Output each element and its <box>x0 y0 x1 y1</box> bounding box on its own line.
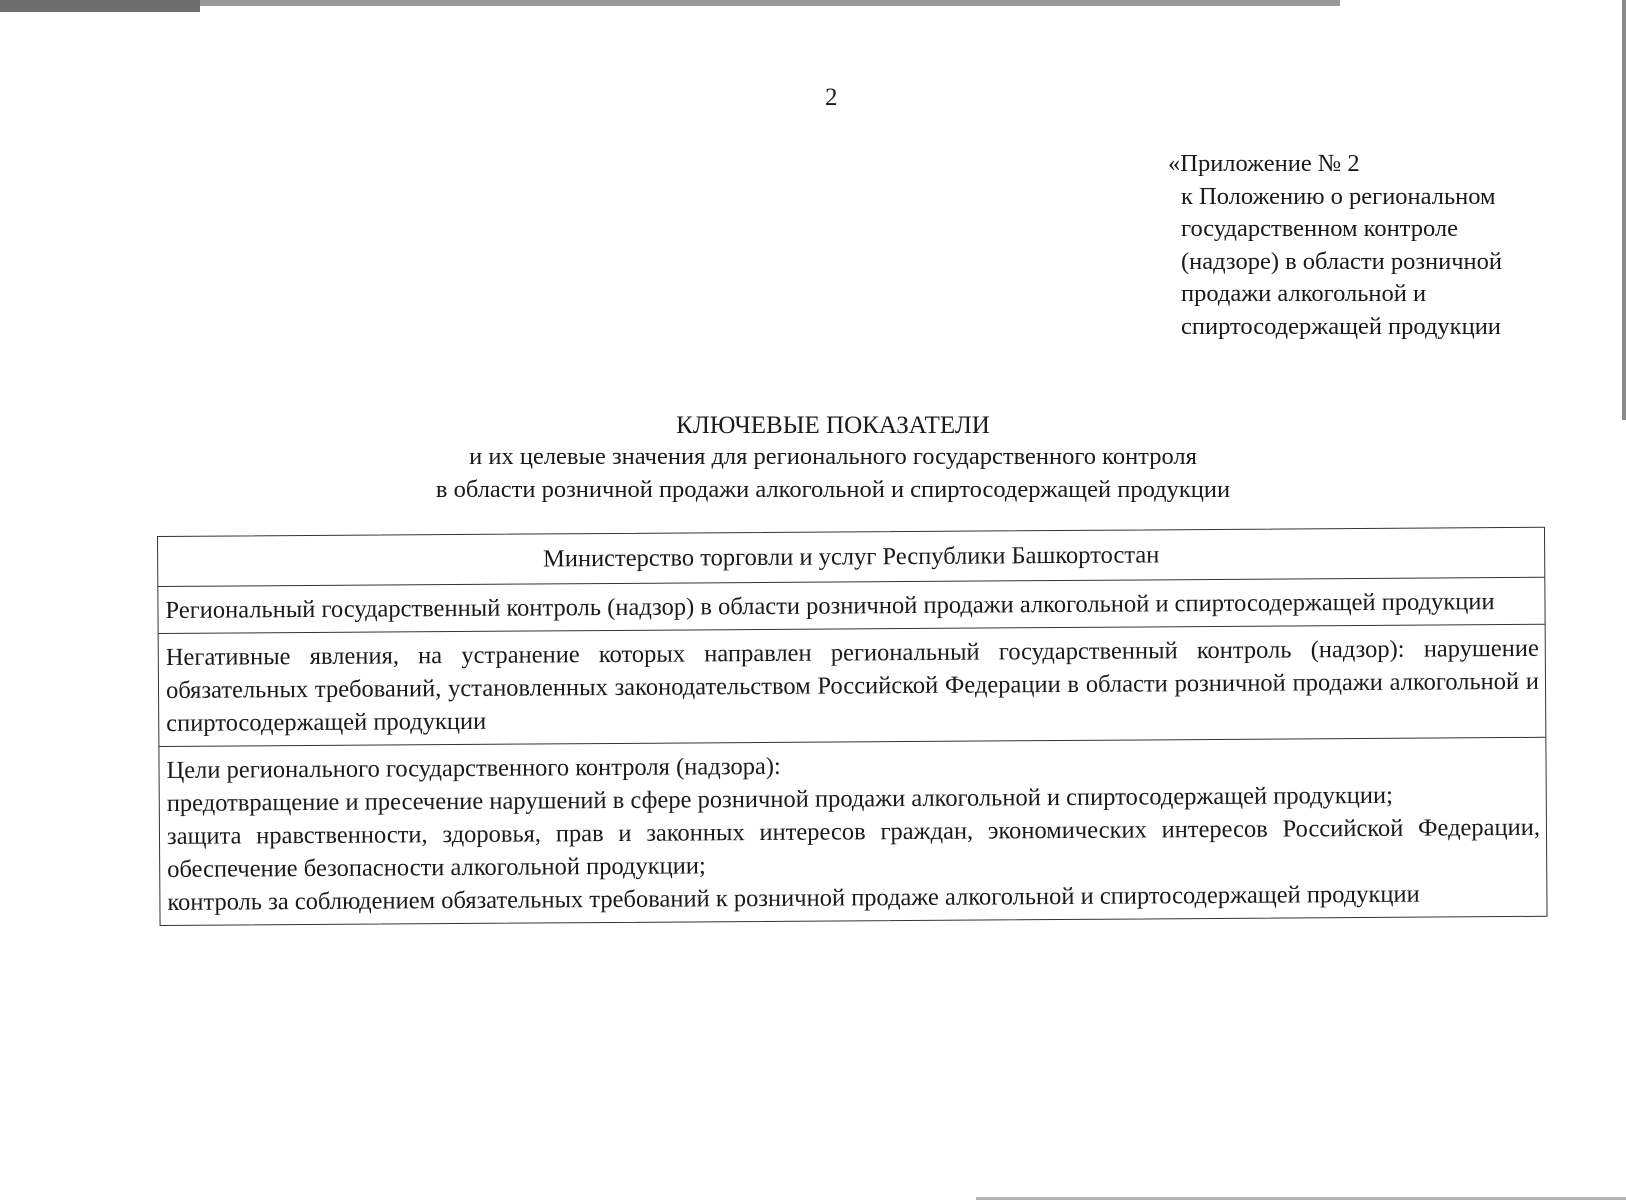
annex-line: к Положению о региональном <box>1181 182 1496 210</box>
table-row-organization: Министерство торговли и услуг Республики Башкортостан <box>542 541 1160 573</box>
annex-line: (надзоре) в области розничной <box>1181 247 1503 275</box>
annex-line: спиртосодержащей продукции <box>1181 312 1501 340</box>
scan-edge-top <box>0 0 1340 6</box>
indicators-table <box>157 527 1548 926</box>
document-subtitle-line-1: и их целевые значения для регионального государственного контроля <box>469 443 1197 470</box>
goals-heading: Цели регионального государственного контроля (надзора): <box>166 752 781 784</box>
annex-reference <box>1168 148 1502 343</box>
document-title: КЛЮЧЕВЫЕ ПОКАЗАТЕЛИ <box>676 412 990 439</box>
goal-item: контроль за соблюдением обязательных требований к розничной продаже алкогольной и спиртосодержащей продукции <box>167 880 1420 916</box>
table-row-negative-phenomena: Негативные явления, на устранение которых направлен региональный государственный контроль (надзор): нарушение обязательных требований, установленных законодательством Российской Федерации в области розничной продажи алкогольной и спиртосодержащей продукции <box>159 624 1546 746</box>
annex-line: государственном контроле <box>1181 215 1458 242</box>
scan-edge-corner <box>0 0 200 12</box>
annex-line: продажи алкогольной и <box>1181 280 1427 307</box>
scan-edge-right <box>1622 0 1626 420</box>
table-row-goals <box>159 737 1546 925</box>
page-number: 2 <box>825 84 838 111</box>
document-subtitle-line-2: в области розничной продажи алкогольной и спиртосодержащей продукции <box>435 476 1231 503</box>
table-row-control-type: Региональный государственный контроль (надзор) в области розничной продажи алкогольной и спиртосодержащей продукции <box>158 577 1544 633</box>
goal-item: предотвращение и пресечение нарушений в сфере розничной продажи алкогольной и спиртосодержащей продукции; <box>166 781 1393 817</box>
annex-line: «Приложение № 2 <box>1168 150 1360 177</box>
goal-item: защита нравственности, здоровья, прав и законных интересов граждан, экономических интересов Российской Федерации, обеспечение безопасности алкогольной продукции; <box>166 813 1541 883</box>
